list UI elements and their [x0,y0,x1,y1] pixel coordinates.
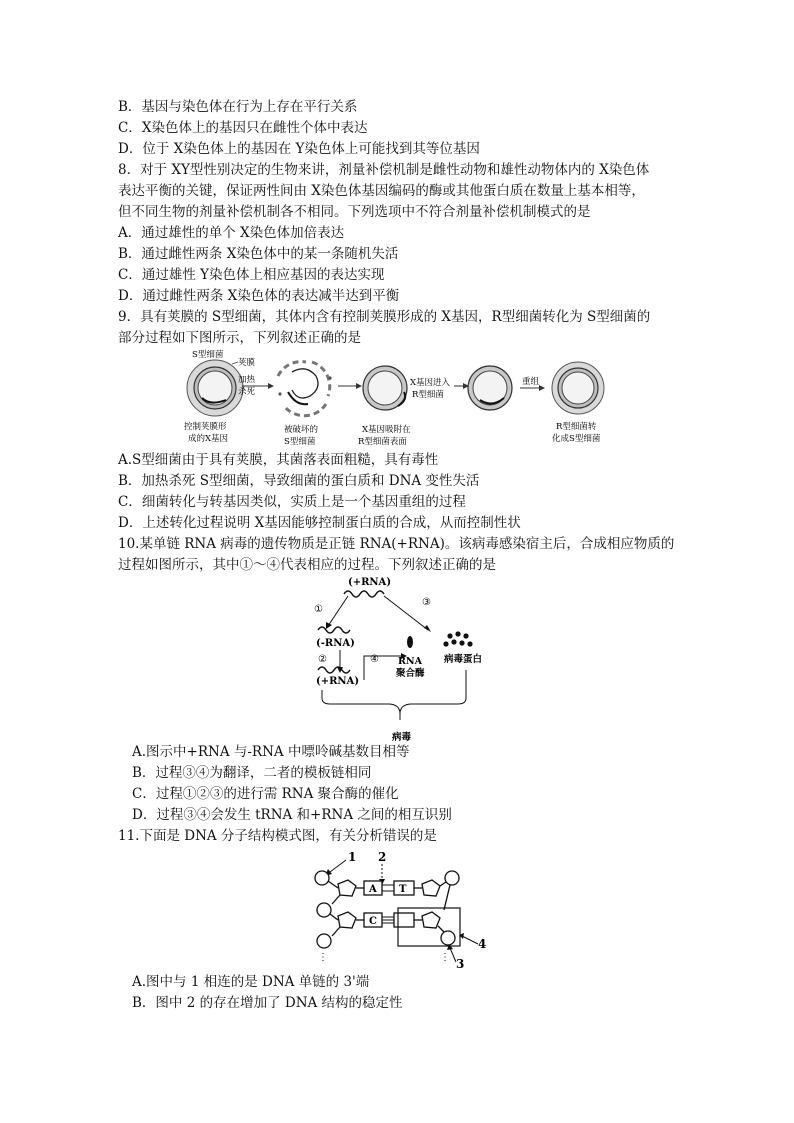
caption-2b: S型细菌 [284,437,316,447]
base-t-label: T [399,884,407,895]
viral-protein-icon [443,631,472,646]
base-a-label: A [369,884,377,895]
option-7c: C．X染色体上的基因只在雌性个体中表达 [118,120,368,136]
question-11-stem: 11.下面是 DNA 分子结构模式图，有关分析错误的是 [118,828,437,844]
base-g [394,913,414,927]
step-3-label: ③ [422,597,431,608]
option-9a: A.S型细菌由于具有荚膜，其菌落表面粗糙，具有毒性 [118,452,439,468]
recombine-label: 重组 [522,377,540,387]
label-1: 1 [348,850,357,864]
step-1-label: ① [314,604,323,615]
option-11b: B．图中 2 的存在增加了 DNA 结构的稳定性 [132,995,403,1011]
s-type-label: S型细菌 [192,350,224,360]
option-8a: A．通过雄性的单个 X染色体加倍表达 [118,225,345,241]
question-8-stem-2: 表达平衡的关键，保证两性间由 X染色体基因编码的酶或其他蛋白质在数量上基本相等， [118,183,645,199]
base-c-label: C [369,916,377,927]
dna-structure-figure [310,848,500,970]
label-2: 2 [378,850,387,864]
sugar-4 [422,912,440,928]
label-4: 4 [478,937,487,951]
x-gene-enter-1: X基因进入 [410,378,451,388]
option-7d: D．位于 X染色体上的基因在 Y染色体上可能找到其等位基因 [118,141,480,157]
question-9-stem-2: 部分过程如下图所示，下列叙述正确的是 [118,330,361,346]
caption-4a: R型细菌转 [556,422,597,432]
virus-label: 病毒 [392,732,412,743]
caption-1b: 成的X基因 [188,434,229,444]
x-gene-enter-2: R型细菌 [412,390,444,400]
question-10-stem-2: 过程如图所示，其中①～④代表相应的过程。下列叙述正确的是 [118,557,496,573]
option-9c: C．细菌转化与转基因类似，实质上是一个基因重组的过程 [118,494,466,510]
option-10d: D．过程③④会发生 tRNA 和+RNA 之间的相互识别 [132,807,452,823]
caption-1a: 控制荚膜形 [184,422,227,432]
question-10-stem-1: 10.某单链 RNA 病毒的遗传物质是正链 RNA(+RNA)。该病毒感染宿主后，合成相应物质的 [118,536,675,552]
option-9d: D．上述转化过程说明 X基因能够控制蛋白质的合成，从而控制性状 [118,515,521,531]
plus-rna-strand-bottom [318,667,350,673]
minus-rna-strand [318,627,350,633]
virus-replication-figure [300,574,500,746]
phosphate-4 [445,871,459,885]
option-10c: C．过程①②③的进行需 RNA 聚合酶的催化 [132,786,399,802]
capsule-label: 荚膜 [238,358,256,368]
step-4-label: ④ [370,654,379,665]
caption-4b: 化成S型细菌 [552,434,601,444]
heat-label-1: 加热 [238,375,256,385]
rna-polymerase-icon [407,636,413,648]
s-cell-with-capsule [187,360,243,416]
transformed-s-cell [552,362,604,414]
heat-label-2: 杀死 [238,387,256,397]
sugar-1 [338,880,356,896]
polymerase-label-2: 聚合酶 [396,668,425,679]
question-8-stem-3: 但不同生物的剂量补偿机制各不相同。下列选项中不符合剂量补偿机制模式的是 [118,204,591,220]
option-10b: B．过程③④为翻译，二者的模板链相同 [132,765,372,781]
question-9-stem-1: 9．具有荚膜的 S型细菌，其体内含有控制荚膜形成的 X基因，R型细菌转化为 S型细菌的 [118,309,651,325]
option-11a: A.图中与 1 相连的是 DNA 单链的 3'端 [132,974,370,990]
plus-rna-top-label: (+RNA) [348,577,392,588]
option-7b: B．基因与染色体在行为上存在平行关系 [118,99,358,115]
sugar-3 [422,880,440,896]
r-cell-with-x-gene [363,366,407,410]
question-8-stem-1: 8．对于 XY型性别决定的生物来讲，剂量补偿机制是雌性动物和雄性动物体内的 X染色体 [118,162,650,178]
phosphate-5 [441,931,455,945]
phosphate-3 [317,934,331,948]
phosphate-1 [315,871,329,885]
option-10a: A.图示中+RNA 与-RNA 中嘌呤碱基数目相等 [132,744,410,760]
label-3: 3 [456,957,465,970]
option-9b: B．加热杀死 S型细菌，导致细菌的蛋白质和 DNA 变性失活 [118,473,480,489]
option-8d: D．通过雌性两条 X染色体的表达减半达到平衡 [118,288,400,304]
svg-text:⋮: ⋮ [440,952,450,963]
plus-rna-bottom-label: (+RNA) [316,676,360,687]
broken-s-cell [278,362,332,416]
minus-rna-label: (-RNA) [316,638,355,649]
sugar-2 [338,912,356,928]
r-cell-x-gene-inside [468,366,512,410]
option-8c: C．通过雄性 Y染色体上相应基因的表达实现 [118,267,385,283]
caption-3a: X基因吸附在 [362,425,411,435]
polymerase-label-1: RNA [398,656,422,667]
caption-2a: 被破坏的 [284,425,319,435]
option-8b: B．通过雌性两条 X染色体中的某一条随机失活 [118,246,399,262]
svg-text:⋮: ⋮ [318,952,328,963]
phosphate-2 [317,903,331,917]
plus-rna-strand-top [344,591,384,597]
caption-3b: R型细菌表面 [358,437,407,447]
transformation-figure [180,348,620,448]
viral-protein-label: 病毒蛋白 [444,654,483,665]
step-2-label: ② [318,654,327,665]
